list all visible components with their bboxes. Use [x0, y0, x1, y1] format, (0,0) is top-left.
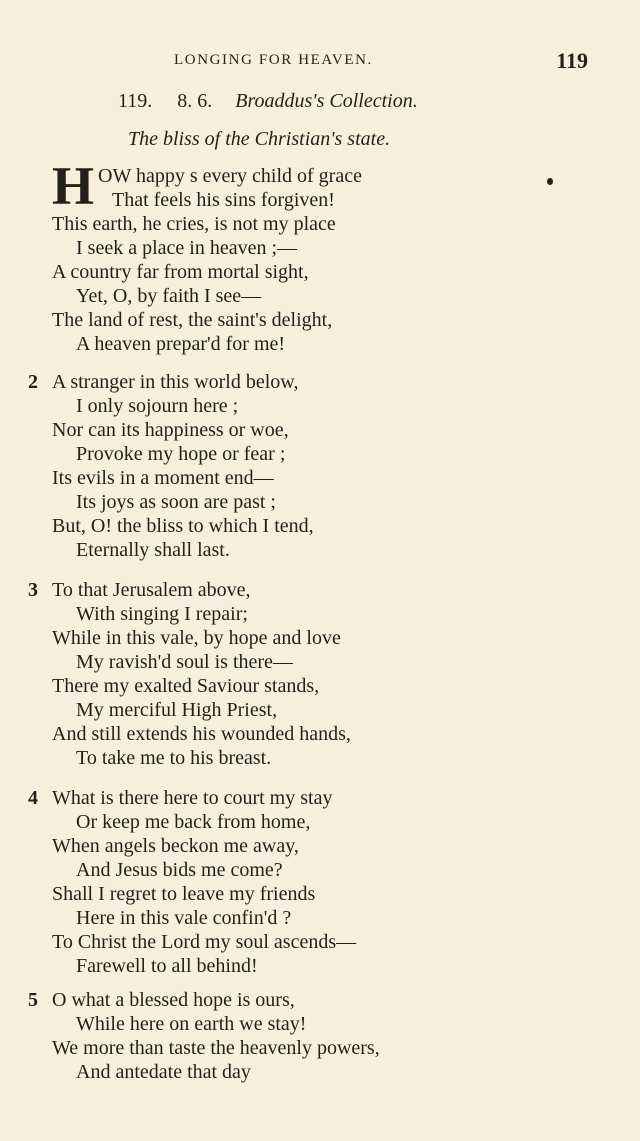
stanza-number: 3 — [28, 579, 38, 601]
verse-line: Nor can its happiness or woe, — [52, 419, 289, 441]
verse-line: With singing I repair; — [76, 603, 248, 625]
hymn-subtitle: The bliss of the Christian's state. — [128, 128, 391, 150]
page-number: 119 — [556, 48, 588, 73]
ink-speck — [547, 178, 553, 185]
verse-line: While here on earth we stay! — [76, 1013, 307, 1035]
verse-line: A heaven prepar'd for me! — [76, 333, 286, 355]
verse-line: When angels beckon me away, — [52, 835, 299, 857]
verse-line: And antedate that day — [76, 1061, 251, 1083]
verse-line: The land of rest, the saint's delight, — [52, 309, 333, 331]
running-head: LONGING FOR HEAVEN. — [174, 52, 373, 68]
verse-line: This earth, he cries, is not my place — [52, 213, 336, 235]
hymn-number: 119. — [118, 90, 153, 112]
verse-line: That feels his sins forgiven! — [112, 189, 335, 211]
verse-line: We more than taste the heavenly powers, — [52, 1037, 380, 1059]
hymn-source: Broaddus's Collection. — [235, 90, 418, 112]
verse-line: Here in this vale confin'd ? — [76, 907, 292, 929]
verse-line: To take me to his breast. — [76, 747, 272, 769]
verse-line: Farewell to all behind! — [76, 955, 258, 977]
stanza-number: 4 — [28, 787, 38, 809]
verse-line: Provoke my hope or fear ; — [76, 443, 286, 465]
hymn-header — [118, 90, 418, 113]
verse-line: O what a blessed hope is ours, — [52, 989, 295, 1011]
verse-line: I only sojourn here ; — [76, 395, 239, 417]
verse-line: What is there here to court my stay — [52, 787, 333, 809]
verse-line: But, O! the bliss to which I tend, — [52, 515, 314, 537]
verse-line: Shall I regret to leave my friends — [52, 883, 316, 905]
verse-line: OW happy s every child of grace — [98, 165, 362, 187]
verse-line: Yet, O, by faith I see— — [76, 285, 262, 307]
verse-line: And still extends his wounded hands, — [52, 723, 351, 745]
stanza-number: 2 — [28, 371, 38, 393]
verse-line: My ravish'd soul is there— — [76, 651, 293, 673]
verse-line: Eternally shall last. — [76, 539, 230, 561]
verse-line: Its evils in a moment end— — [52, 467, 274, 489]
verse-line: I seek a place in heaven ;— — [76, 237, 298, 259]
verse-line: To that Jerusalem above, — [52, 579, 251, 601]
verse-line: Its joys as soon are past ; — [76, 491, 276, 513]
verse-line: While in this vale, by hope and love — [52, 627, 341, 649]
verse-line: A stranger in this world below, — [52, 371, 299, 393]
verse-line: A country far from mortal sight, — [52, 261, 309, 283]
verse-line: And Jesus bids me come? — [76, 859, 283, 881]
verse-line: To Christ the Lord my soul ascends— — [52, 931, 357, 953]
verse-line: Or keep me back from home, — [76, 811, 311, 833]
verse-line: There my exalted Saviour stands, — [52, 675, 320, 697]
drop-cap: H — [52, 156, 95, 216]
stanza-number: 5 — [28, 989, 38, 1011]
hymn-meter: 8. 6. — [177, 90, 213, 112]
verse-line: My merciful High Priest, — [76, 699, 278, 721]
